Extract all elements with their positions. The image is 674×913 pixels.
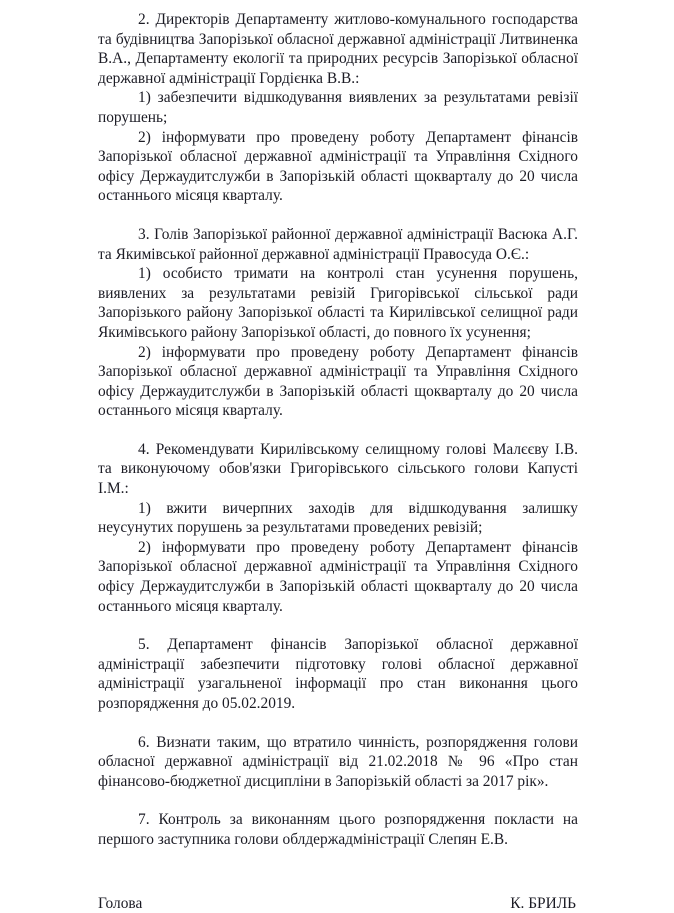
section-2-paragraph-1: 2. Директорів Департаменту житлово-комунального господарства та будівництва Запорізької обласної державної адміністрації Литвиненка В.А., Департаменту екології та природних ресурсів Запорізької обласної державної адміністрації Гордієнка В.В.: — [98, 11, 578, 87]
document-body — [98, 10, 578, 913]
section-3 — [98, 225, 578, 421]
signature-name: К. БРИЛЬ — [510, 894, 576, 912]
section-7-paragraph-1: 7. Контроль за виконанням цього розпорядження покласти на першого заступника голови облдержадміністрації Слепян Е.В. — [98, 811, 578, 848]
section-6 — [98, 733, 578, 792]
section-3-paragraph-1: 3. Голів Запорізької районної державної адміністрації Васюка А.Г. та Якимівської районної державної адміністрації Правосуда О.Є.: — [98, 225, 578, 263]
section-2-item-1: 1) забезпечити відшкодування виявлених за результатами ревізії порушень; — [98, 89, 578, 126]
section-4-paragraph-1: 4. Рекомендувати Кирилівському селищному голові Малєєву І.В. та виконуючому обов'язки Григорівського сільського голови Капусті І.М.: — [98, 440, 578, 498]
signature-block — [98, 894, 578, 913]
section-spacer — [98, 421, 578, 440]
section-7 — [98, 810, 578, 849]
section-2 — [98, 10, 578, 206]
section-3-item-2: 2) інформувати про проведену роботу Департамент фінансів Запорізької обласної державної адміністрації та Управління Східного офісу Держаудитслужби в Запорізькій області щокварталу до 20 числа останнього місяця кварталу. — [98, 343, 578, 420]
section-5-paragraph-1: 5. Департамент фінансів Запорізької обласної державної адміністрації забезпечити підготовку голові обласної державної адміністрації узагальненої інформації про стан виконання цього розпорядження до 05.02.2019. — [98, 636, 578, 712]
section-spacer — [98, 206, 578, 225]
section-4 — [98, 440, 578, 616]
section-3-item-1: 1) особисто тримати на контролі стан усунення порушень, виявлених за результатами ревізій Григорівської сільської ради Запорізького району Запорізької області та Кирилівської селищної ради Якимівського району Запорізької області, до повного їх усунення; — [98, 265, 578, 341]
section-4-item-2: 2) інформувати про проведену роботу Департамент фінансів Запорізької обласної державної адміністрації та Управління Східного офісу Держаудитслужби в Запорізькій області щокварталу до 20 числа останнього місяця кварталу. — [98, 538, 578, 615]
section-2-item-2: 2) інформувати про проведену роботу Департамент фінансів Запорізької обласної державної адміністрації та Управління Східного офісу Держаудитслужби в Запорізькій області щокварталу до 20 числа останнього місяця кварталу. — [98, 128, 578, 205]
signature-role: Голова — [98, 894, 143, 912]
section-6-paragraph-1: 6. Визнати таким, що втратило чинність, розпорядження голови обласної державної адміністрації від 21.02.2018 № 96 «Про стан фінансово-бюджетної дисципліни в Запорізькій області за 2017 рік». — [98, 733, 578, 790]
section-5 — [98, 635, 578, 713]
section-spacer — [98, 714, 578, 733]
section-spacer — [98, 791, 578, 810]
signature-spacer — [98, 850, 578, 894]
section-spacer — [98, 616, 578, 635]
section-4-item-1: 1) вжити вичерпних заходів для відшкодування залишку неусунутих порушень за результатами проведених ревізій; — [98, 499, 578, 537]
